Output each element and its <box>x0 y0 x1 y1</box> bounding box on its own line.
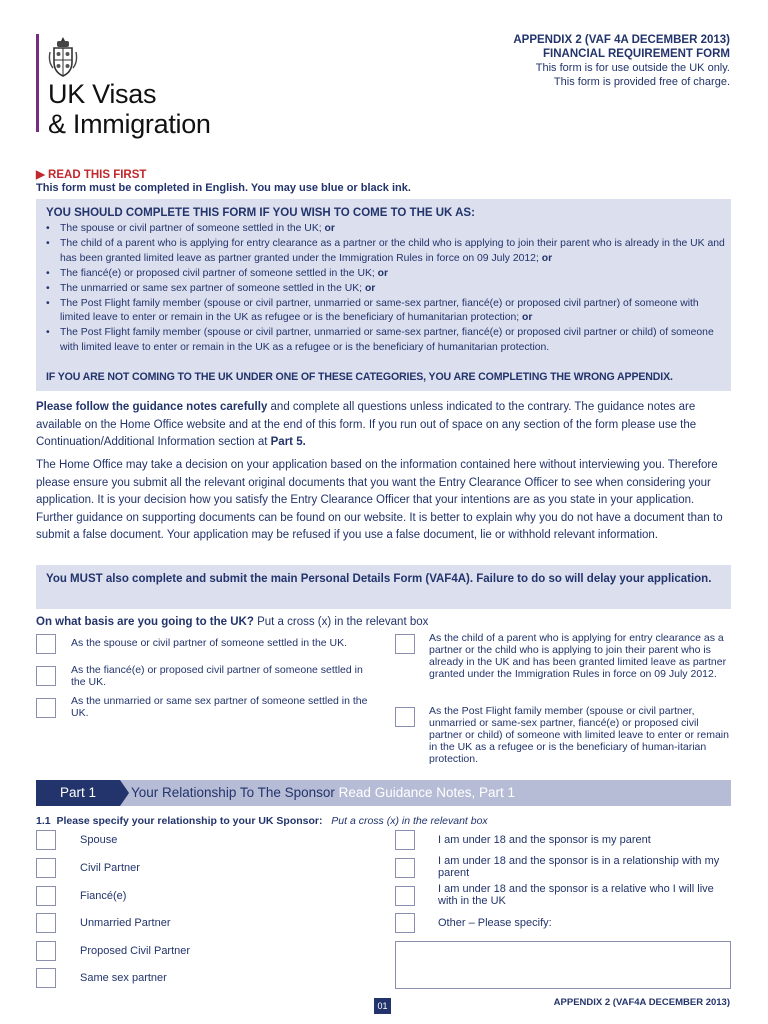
form-title: FINANCIAL REQUIREMENT FORM <box>543 48 730 60</box>
free-of-charge-note: This form is provided free of charge. <box>553 76 730 88</box>
guidance-paragraph <box>36 399 731 452</box>
relationship-checkbox-under18-relative[interactable] <box>395 886 415 906</box>
brand-name-line2: & Immigration <box>48 109 211 139</box>
eligibility-item-text: The Post Flight family member (spouse or civil partner, unmarried or same-sex partner, fiancé(e) or proposed civil partner) of someone with limited leave to enter or remain in the UK as refugee or is the beneficiary of humanitarian protection; <box>60 297 699 324</box>
relationship-option-under18-parent: I am under 18 and the sponsor is my parent <box>438 834 651 846</box>
other-specify-field[interactable] <box>395 941 731 989</box>
relationship-checkbox-spouse[interactable] <box>36 830 56 850</box>
basis-checkbox-fiance[interactable] <box>36 666 56 686</box>
q1-1-question: Please specify your relationship to your UK Sponsor: <box>56 815 323 827</box>
basis-checkbox-child[interactable] <box>395 634 415 654</box>
basis-option-post-flight: As the Post Flight family member (spouse or civil partner, unmarried or same-sex partner, fiancé(e) or proposed civil partner or child) of someone with limited leave to enter or remain in the UK as a refugee or is the beneficiary of human-itarian protection. <box>429 705 729 765</box>
brand-name-line1: UK Visas <box>48 79 157 109</box>
eligibility-item-or: or <box>538 252 553 264</box>
relationship-option-civil-partner: Civil Partner <box>80 862 140 874</box>
eligibility-item-text: The child of a parent who is applying for entry clearance as a partner or the child who is applying to join their parent who is already in the UK and has been granted limited leave as partner granted under the Immigration Rules in force on 09 July 2012; <box>60 237 725 264</box>
wrong-appendix-warning: IF YOU ARE NOT COMING TO THE UK UNDER ONE OF THESE CATEGORIES, YOU ARE COMPLETING THE WRONG APPENDIX. <box>46 371 673 383</box>
relationship-option-proposed-civil-partner: Proposed Civil Partner <box>80 945 191 957</box>
relationship-checkbox-civil-partner[interactable] <box>36 858 56 878</box>
part5-reference: Part 5. <box>270 436 306 448</box>
brand-bar <box>36 34 39 132</box>
must-notice-box <box>36 565 731 609</box>
q1-1-number: 1.1 <box>36 815 51 827</box>
q1-1-instruction: Put a cross (x) in the relevant box <box>331 815 488 827</box>
read-this-first: ▶ READ THIS FIRST <box>36 169 147 181</box>
q1-1 <box>36 815 488 827</box>
eligibility-item-text: The Post Flight family member (spouse or civil partner, unmarried or same-sex partner, fiancé(e) or proposed civil partner or child) of someone with limited leave to enter or remain in the UK as a refugee or is the beneficiary of humanitarian protection. <box>60 327 714 354</box>
relationship-checkbox-under18-parent[interactable] <box>395 830 415 850</box>
relationship-checkbox-under18-partner-of-parent[interactable] <box>395 858 415 878</box>
eligibility-item <box>46 282 726 297</box>
form-header <box>513 33 730 89</box>
must-notice-text: You MUST also complete and submit the main Personal Details Form (VAF4A). Failure to do so will delay your application. <box>46 573 712 585</box>
relationship-option-same-sex-partner: Same sex partner <box>80 972 167 984</box>
basis-instruction: Put a cross (x) in the relevant box <box>253 616 429 628</box>
relationship-checkbox-proposed-civil-partner[interactable] <box>36 941 56 961</box>
eligibility-item-or: or <box>321 223 335 234</box>
basis-option-child: As the child of a parent who is applying for entry clearance as a partner or the child who is applying to join their parent who is already in the UK and has been granted limited leave as partner granted under the Immigration Rules in force on 09 July 2012. <box>429 632 727 680</box>
royal-crest-icon <box>48 34 78 78</box>
basis-option-unmarried: As the unmarried or same sex partner of someone settled in the UK. <box>71 695 368 719</box>
part1-title: Your Relationship To The Sponsor <box>131 785 335 800</box>
relationship-option-other: Other – Please specify: <box>438 917 552 929</box>
basis-checkbox-spouse[interactable] <box>36 634 56 654</box>
eligibility-heading: YOU SHOULD COMPLETE THIS FORM IF YOU WISH TO COME TO THE UK AS: <box>46 207 475 219</box>
part1-guidance: Read Guidance Notes, Part 1 <box>338 785 516 800</box>
eligibility-item-or: or <box>519 312 533 324</box>
basis-question-text: On what basis are you going to the UK? <box>36 616 254 628</box>
relationship-option-under18-partner-of-parent: I am under 18 and the sponsor is in a relationship with my parent <box>438 855 720 879</box>
eligibility-list <box>46 222 726 356</box>
part1-heading <box>131 780 515 806</box>
eligibility-item <box>46 297 726 327</box>
relationship-checkbox-unmarried-partner[interactable] <box>36 913 56 933</box>
eligibility-item <box>46 326 726 356</box>
footer-appendix: APPENDIX 2 (VAF4A DECEMBER 2013) <box>553 997 730 1008</box>
relationship-option-under18-relative: I am under 18 and the sponsor is a relative who I will live with in the UK <box>438 883 714 907</box>
part1-arrow-icon <box>120 780 129 806</box>
part1-number: Part 1 <box>36 780 120 806</box>
appendix-title: APPENDIX 2 (VAF 4A DECEMBER 2013) <box>513 34 730 46</box>
relationship-checkbox-fiance[interactable] <box>36 886 56 906</box>
relationship-checkbox-same-sex-partner[interactable] <box>36 968 56 988</box>
english-ink-note: This form must be completed in English. You may use blue or black ink. <box>36 182 411 194</box>
relationship-option-unmarried-partner: Unmarried Partner <box>80 917 171 929</box>
basis-question <box>36 614 428 632</box>
eligibility-item-or: or <box>362 282 376 294</box>
page-number: 01 <box>374 998 391 1014</box>
part1-bar <box>36 780 731 806</box>
outside-uk-note: This form is for use outside the UK only. <box>535 62 730 74</box>
relationship-option-spouse: Spouse <box>80 834 118 846</box>
eligibility-item <box>46 237 726 267</box>
basis-checkbox-unmarried[interactable] <box>36 698 56 718</box>
eligibility-item-or: or <box>374 267 389 279</box>
basis-option-spouse: As the spouse or civil partner of someone settled in the UK. <box>71 637 348 649</box>
eligibility-item <box>46 222 726 237</box>
basis-option-fiance: As the fiancé(e) or proposed civil partner of someone settled in the UK. <box>71 664 363 688</box>
guidance-lead: Please follow the guidance notes carefully <box>36 401 268 413</box>
guidance-body: and complete all questions unless indicated to the contrary. The guidance notes are available on the Home Office website and at the end of this form. If you run out of space on any section of the form please use the Continuation/Additional Information section at <box>36 401 697 448</box>
relationship-option-fiance: Fiancé(e) <box>80 890 127 902</box>
eligibility-box <box>36 199 731 391</box>
eligibility-item-text: The fiancé(e) or proposed civil partner of someone settled in the UK; <box>60 267 375 279</box>
basis-checkbox-post-flight[interactable] <box>395 707 415 727</box>
eligibility-item-text: The unmarried or same sex partner of someone settled in the UK; <box>60 282 363 294</box>
eligibility-item-text: The spouse or civil partner of someone settled in the UK; <box>60 223 322 234</box>
relationship-checkbox-other[interactable] <box>395 913 415 933</box>
decision-paragraph: The Home Office may take a decision on your application based on the information contained here without interviewing you. Therefore please ensure you submit all the relevant original documents that you want the Entry Clearance Officer to see when considering your application. It is your decision how you satisfy the Entry Clearance Officer that your intentions are as you state in your application. Further guidance on supporting documents can be found on our website. It is better to explain why you do not have a document than to submit a false document. Your application may be refused if you use a false document, lie or withhold relevant information. <box>36 459 723 541</box>
eligibility-item <box>46 267 726 282</box>
